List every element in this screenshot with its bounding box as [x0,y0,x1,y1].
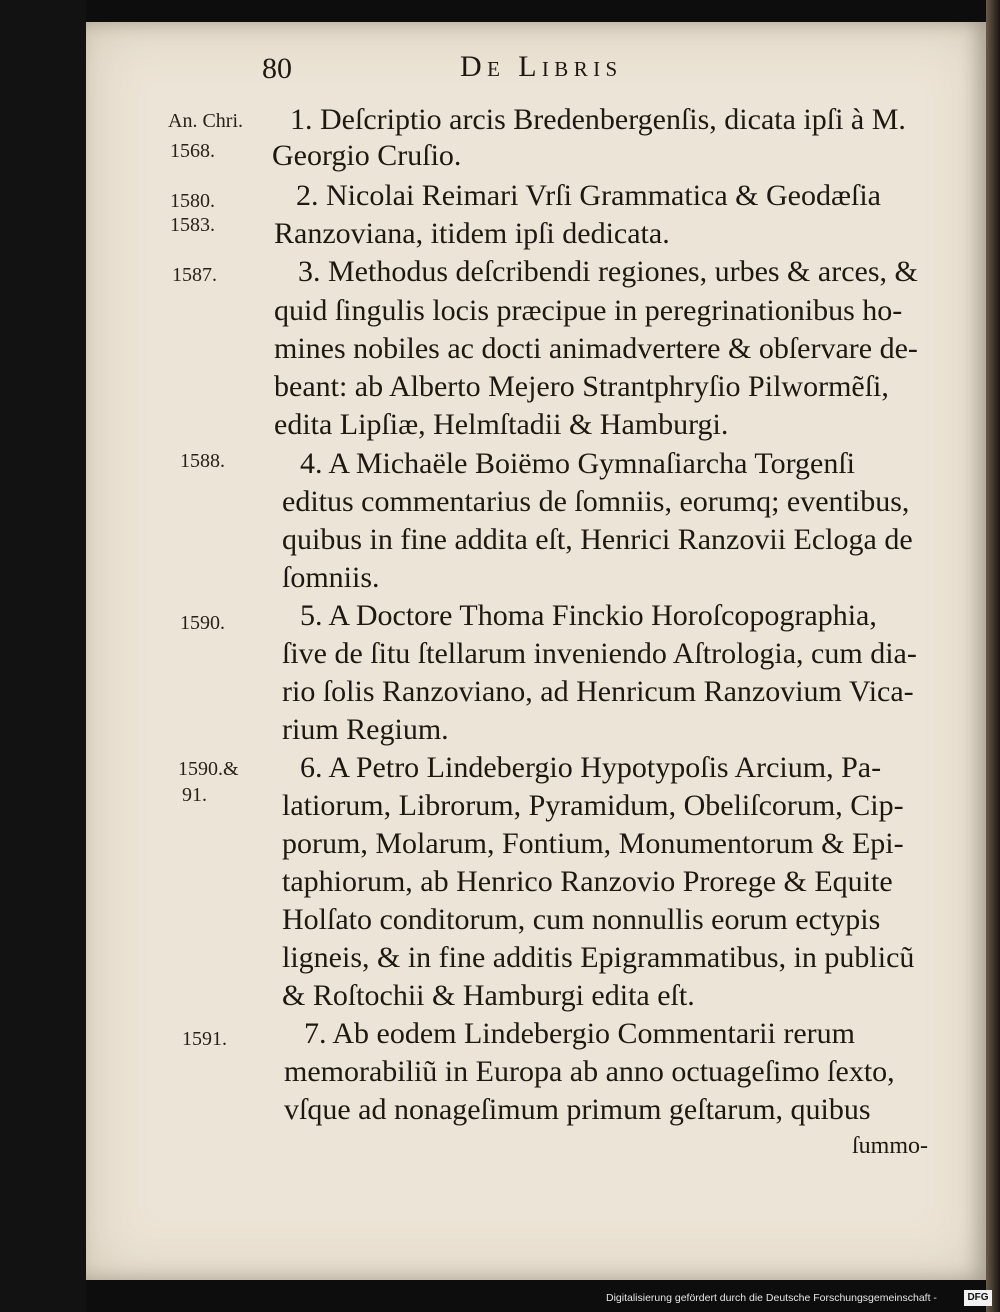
text-line: rio ſolis Ranzoviano, ad Henricum Ranzovium Vica- [282,675,914,708]
margin-note: 1590. [180,612,225,634]
text-line: 4. A Michaële Boiëmo Gymnaſiarcha Torgenſi [300,447,855,480]
margin-note: 1568. [170,140,215,162]
text-line: rium Regium. [282,713,449,746]
margin-note: 1591. [182,1028,227,1050]
running-title: De Libris [460,50,623,83]
text-line: porum, Molarum, Fontium, Monumentorum & Epi- [282,827,904,860]
text-line: editus commentarius de ſomniis, eorumq; eventibus, [282,485,910,518]
text-line: Ranzoviana, itidem ipſi dedicata. [274,217,670,250]
margin-note: 1583. [170,214,215,236]
catchword: ſummo- [852,1133,928,1159]
text-line: mines nobiles ac docti animadvertere & obſervare de- [274,332,918,365]
margin-note: 1590.& [178,758,239,780]
text-line: ligneis, & in fine additis Epigrammatibus, in publicũ [282,941,915,974]
text-line: edita Lipſiæ, Helmſtadii & Hamburgi. [274,408,729,441]
margin-note: 91. [182,784,207,806]
margin-note: An. Chri. [168,110,243,132]
text-line: quid ſingulis locis præcipue in peregrinationibus ho- [274,294,903,327]
text-line: latiorum, Librorum, Pyramidum, Obeliſcorum, Cip- [282,789,904,822]
margin-note: 1588. [180,450,225,472]
text-line: taphiorum, ab Henrico Ranzovio Prorege & Equite [282,865,893,898]
text-line: ſomniis. [282,561,380,594]
text-line: 5. A Doctore Thoma Finckio Horoſcopographia, [300,599,877,632]
text-line: memorabiliũ in Europa ab anno octuageſimo ſexto, [284,1055,895,1088]
text-line: ſive de ſitu ſtellarum inveniendo Aſtrologia, cum dia- [282,637,917,670]
margin-note: 1580. [170,190,215,212]
scan-background-right [986,0,1000,1312]
text-line: 6. A Petro Lindebergio Hypotypoſis Arcium, Pa- [300,751,882,784]
text-line: Georgio Cruſio. [272,139,462,172]
text-line: 2. Nicolai Reimari Vrſi Grammatica & Geodæſia [296,179,881,212]
page-number: 80 [262,52,292,85]
dfg-logo: DFG [964,1290,992,1306]
digitization-credit: Digitalisierung gefördert durch die Deutsche Forschungsgemeinschaft - [606,1292,937,1304]
text-line: Holſato conditorum, cum nonnullis eorum ectypis [282,903,881,936]
text-line: beant: ab Alberto Mejero Strantphryſio Pilwormẽſi, [274,370,889,403]
margin-note: 1587. [172,264,217,286]
text-line: vſque ad nonageſimum primum geſtarum, quibus [284,1093,871,1126]
text-line: 3. Methodus deſcribendi regiones, urbes & arces, & [298,255,918,288]
text-line: & Roſtochii & Hamburgi edita eſt. [282,979,695,1012]
text-line: 1. Deſcriptio arcis Bredenbergenſis, dicata ipſi à M. [290,103,906,136]
text-line: quibus in fine addita eſt, Henrici Ranzovii Ecloga de [282,523,913,556]
text-line: 7. Ab eodem Lindebergio Commentarii rerum [304,1017,855,1050]
scan-background-left [0,0,86,1312]
